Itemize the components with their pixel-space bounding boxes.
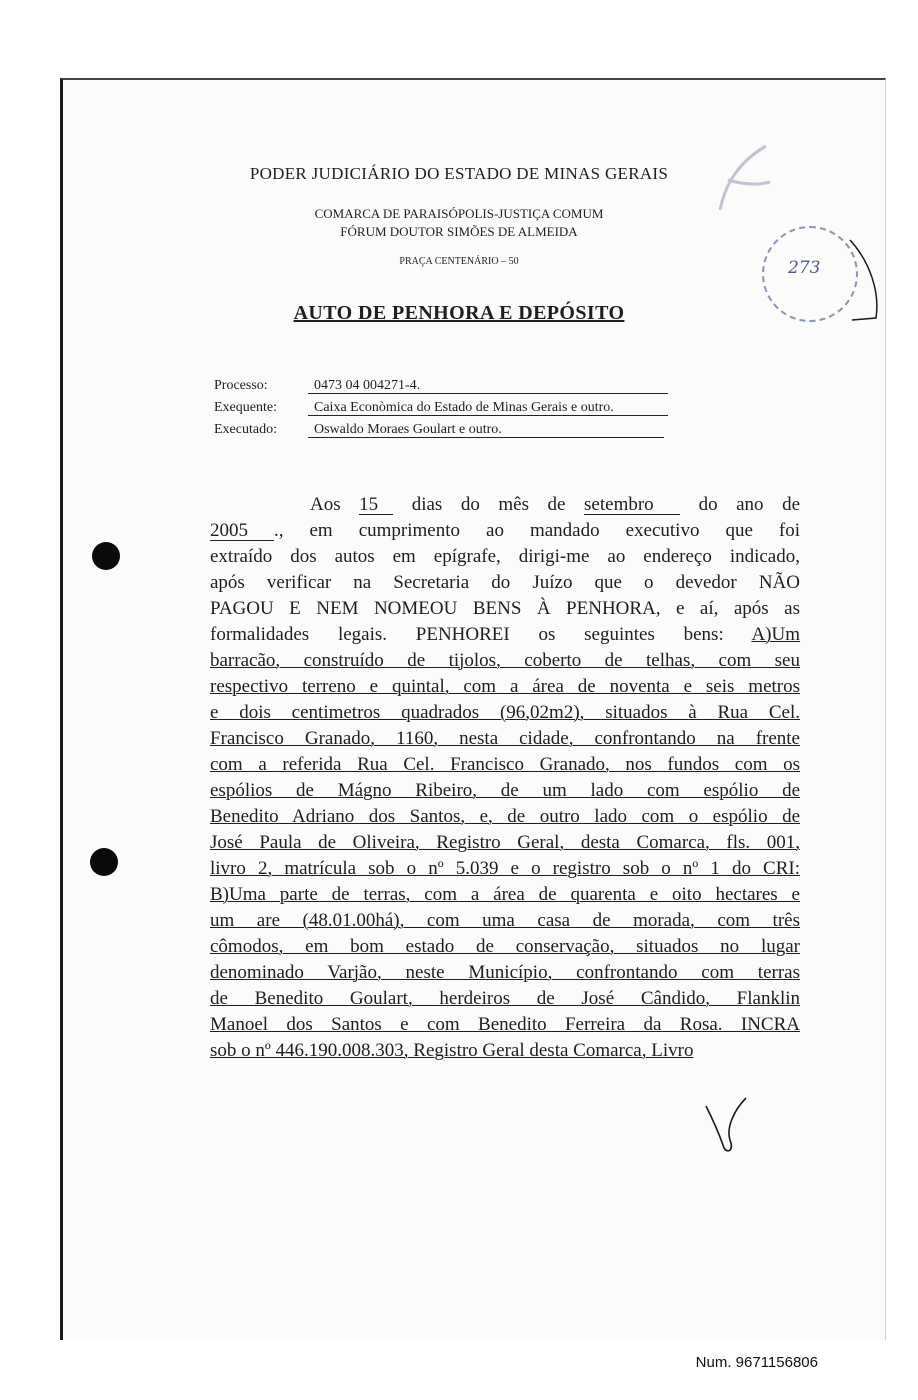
exequente-label: Exequente: [214,400,277,415]
body-text-6: formalidades legais. PENHOREI os seguintes bens: [210,624,724,645]
document-number: Num. 9671156806 [695,1354,818,1371]
body-line-21: Manoel dos Santos e com Benedito Ferreira da Rosa. INCRA [210,1014,800,1035]
body-line-15: livro 2, matrícula sob o nº 5.039 e o registro sob o nº 1 do CRI: [210,858,800,879]
body-line-6 [210,622,800,648]
day-field: 15 [359,496,393,515]
executado-label: Executado: [214,422,277,437]
body-line-20: de Benedito Goulart, herdeiros de José Cândido, Flanklin [210,988,800,1009]
document-title: AUTO DE PENHORA E DEPÓSITO [293,302,625,324]
year-field: 2005 [210,522,274,541]
processo-label: Processo: [214,378,268,393]
body-line-18: cômodos, em bom estado de conservação, situados no lugar [210,936,800,957]
punch-hole-top [92,542,120,570]
body-item-a: A)Um [751,624,801,645]
case-executado [214,422,774,438]
body-line-11: com a referida Rua Cel. Francisco Granado, nos fundos com os [210,754,800,775]
body-line-5: PAGOU E NEM NOMEOU BENS À PENHORA, e aí, após as [210,598,800,619]
header-forum: FÓRUM DOUTOR SIMÕES DE ALMEIDA [340,224,578,239]
body-aos: Aos [310,494,341,515]
stamp-page-number: 273 [788,258,821,278]
case-exequente [214,400,774,416]
body-line-16: B)Uma parte de terras, com a área de quarenta e oito hectares e [210,884,800,905]
punch-hole-bottom [90,848,118,876]
body-ano: do ano de [698,494,801,515]
body-line-1 [210,492,800,518]
body-line-12: espólios de Mágno Ribeiro, de um lado com espólio de [210,780,800,801]
body-line-17: um are (48.01.00há), com uma casa de morada, com três [210,910,800,931]
body-line-3: extraído dos autos em epígrafe, dirigi-me ao endereço indicado, [210,546,800,567]
exequente-value: Caixa Econòmica do Estado de Minas Gerais e outro. [308,400,668,416]
body-text-2: ., em cumprimento ao mandado executivo que foi [274,520,800,541]
body-line-22: sob o nº 446.190.008.303, Registro Geral desta Comarca, Livro [210,1040,694,1061]
executado-value: Oswaldo Moraes Goulart e outro. [308,422,664,438]
body-line-7: barracão, construído de tijolos, coberto de telhas, com seu [210,650,800,671]
body-line-10: Francisco Granado, 1160, nesta cidade, confrontando na frente [210,728,800,749]
document-body [210,492,800,1064]
body-line-9: e dois centimetros quadrados (96,02m2), situados à Rua Cel. [210,702,800,723]
processo-value: 0473 04 004271-4. [308,378,668,394]
body-line-2 [210,518,800,544]
header-district: COMARCA DE PARAISÓPOLIS-JUSTIÇA COMUM [314,206,604,221]
header-address: PRAÇA CENTENÁRIO – 50 [399,256,519,267]
body-line-13: Benedito Adriano dos Santos, e, de outro lado com o espólio de [210,806,800,827]
body-dias: dias do mês de [411,494,566,515]
signature-stroke-top [708,140,778,220]
body-line-8: respectivo terreno e quintal, com a área de noventa e seis metros [210,676,800,697]
body-line-4: após verificar na Secretaria do Juízo que o devedor NÃO [210,572,800,593]
case-processo [214,378,774,394]
body-line-14: José Paula de Oliveira, Registro Geral, desta Comarca, fls. 001, [210,832,800,853]
initial-mark [700,1092,750,1156]
month-field: setembro [584,496,680,515]
header-court: PODER JUDICIÁRIO DO ESTADO DE MINAS GERAIS [249,164,669,183]
body-line-19: denominado Varjão, neste Município, confrontando com terras [210,962,800,983]
